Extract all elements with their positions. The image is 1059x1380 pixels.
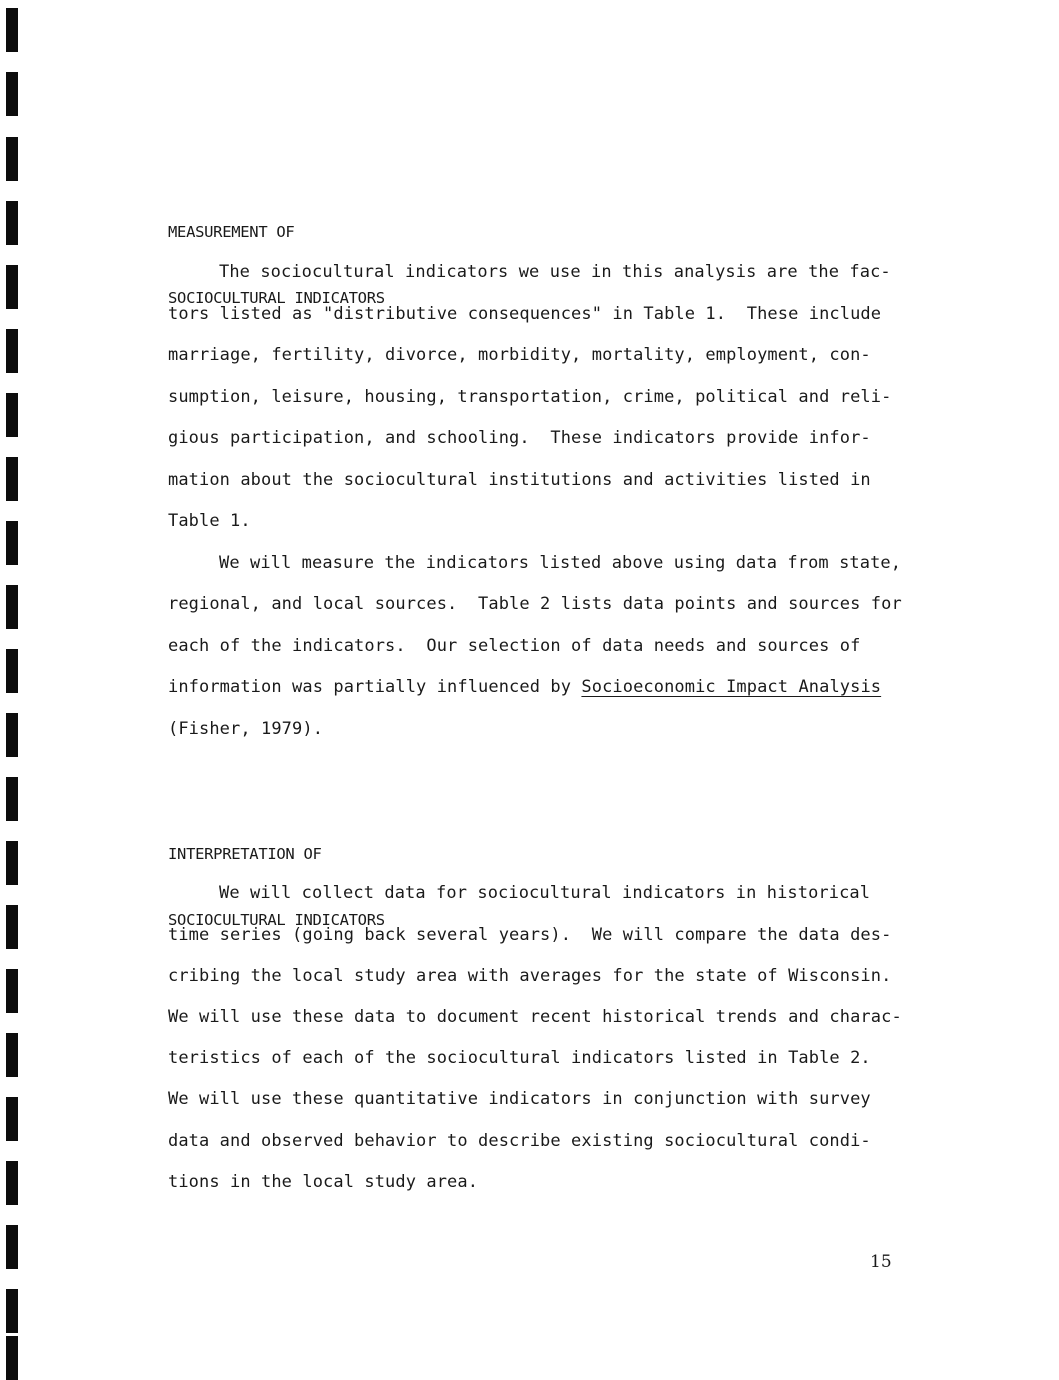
binding-mark (6, 1161, 18, 1205)
binding-mark (6, 841, 18, 885)
binding-mark (6, 1225, 18, 1269)
binding-mark (6, 1097, 18, 1141)
binding-mark (6, 521, 18, 565)
text-line: time series (going back several years). We will compare the data des- (168, 925, 892, 945)
text-line: mation about the sociocultural institutions and activities listed in (168, 470, 871, 490)
text-line: cribing the local study area with averages for the state of Wisconsin. (168, 966, 892, 986)
binding-mark (6, 1033, 18, 1077)
binding-mark (6, 777, 18, 821)
citation-title: Socioeconomic Impact Analysis (581, 677, 882, 697)
text-line: marriage, fertility, divorce, morbidity, mortality, employment, con- (168, 345, 871, 365)
text-line: We will use these data to document recent historical trends and charac- (168, 1007, 902, 1027)
binding-mark (6, 72, 18, 116)
text-line: We will use these quantitative indicators in conjunction with survey (168, 1089, 871, 1109)
binding-mark (6, 265, 18, 309)
text-line: gious participation, and schooling. These indicators provide infor- (168, 428, 871, 448)
binding-marks (6, 0, 20, 1380)
binding-mark (6, 329, 18, 373)
text-line: The sociocultural indicators we use in this analysis are the fac- (219, 262, 891, 282)
text-line: We will collect data for sociocultural indicators in historical (219, 883, 871, 903)
text-line: tions in the local study area. (168, 1172, 479, 1192)
binding-mark (6, 457, 18, 501)
binding-mark (6, 585, 18, 629)
heading-line: SOCIOCULTURAL INDICATORS (168, 289, 385, 307)
heading-line: SOCIOCULTURAL INDICATORS (168, 911, 385, 929)
binding-mark (6, 201, 18, 245)
binding-mark (6, 649, 18, 693)
binding-mark (6, 969, 18, 1013)
text-line: teristics of each of the sociocultural indicators listed in Table 2. (168, 1048, 871, 1068)
text-line: Table 1. (168, 511, 251, 531)
text-line: data and observed behavior to describe existing sociocultural condi- (168, 1131, 871, 1151)
page-number: 15 (870, 1252, 892, 1272)
binding-mark (6, 1289, 18, 1333)
text-line: regional, and local sources. Table 2 lists data points and sources for (168, 594, 902, 614)
text-line: (Fisher, 1979). (168, 719, 324, 739)
text-line: tors listed as "distributive consequences" in Table 1. These include (168, 304, 882, 324)
text-line: each of the indicators. Our selection of data needs and sources of (168, 636, 861, 656)
binding-mark (6, 905, 18, 949)
heading-line: INTERPRETATION OF (168, 845, 322, 863)
binding-mark (6, 713, 18, 757)
text-line: We will measure the indicators listed above using data from state, (219, 553, 902, 573)
binding-mark (6, 8, 18, 52)
text-segment: information was partially influenced by (168, 677, 582, 697)
text-line (168, 675, 881, 699)
binding-mark (6, 1336, 18, 1380)
text-line: sumption, leisure, housing, transportation, crime, political and reli- (168, 387, 892, 407)
binding-mark (6, 393, 18, 437)
heading-line: MEASUREMENT OF (168, 223, 295, 241)
binding-mark (6, 137, 18, 181)
